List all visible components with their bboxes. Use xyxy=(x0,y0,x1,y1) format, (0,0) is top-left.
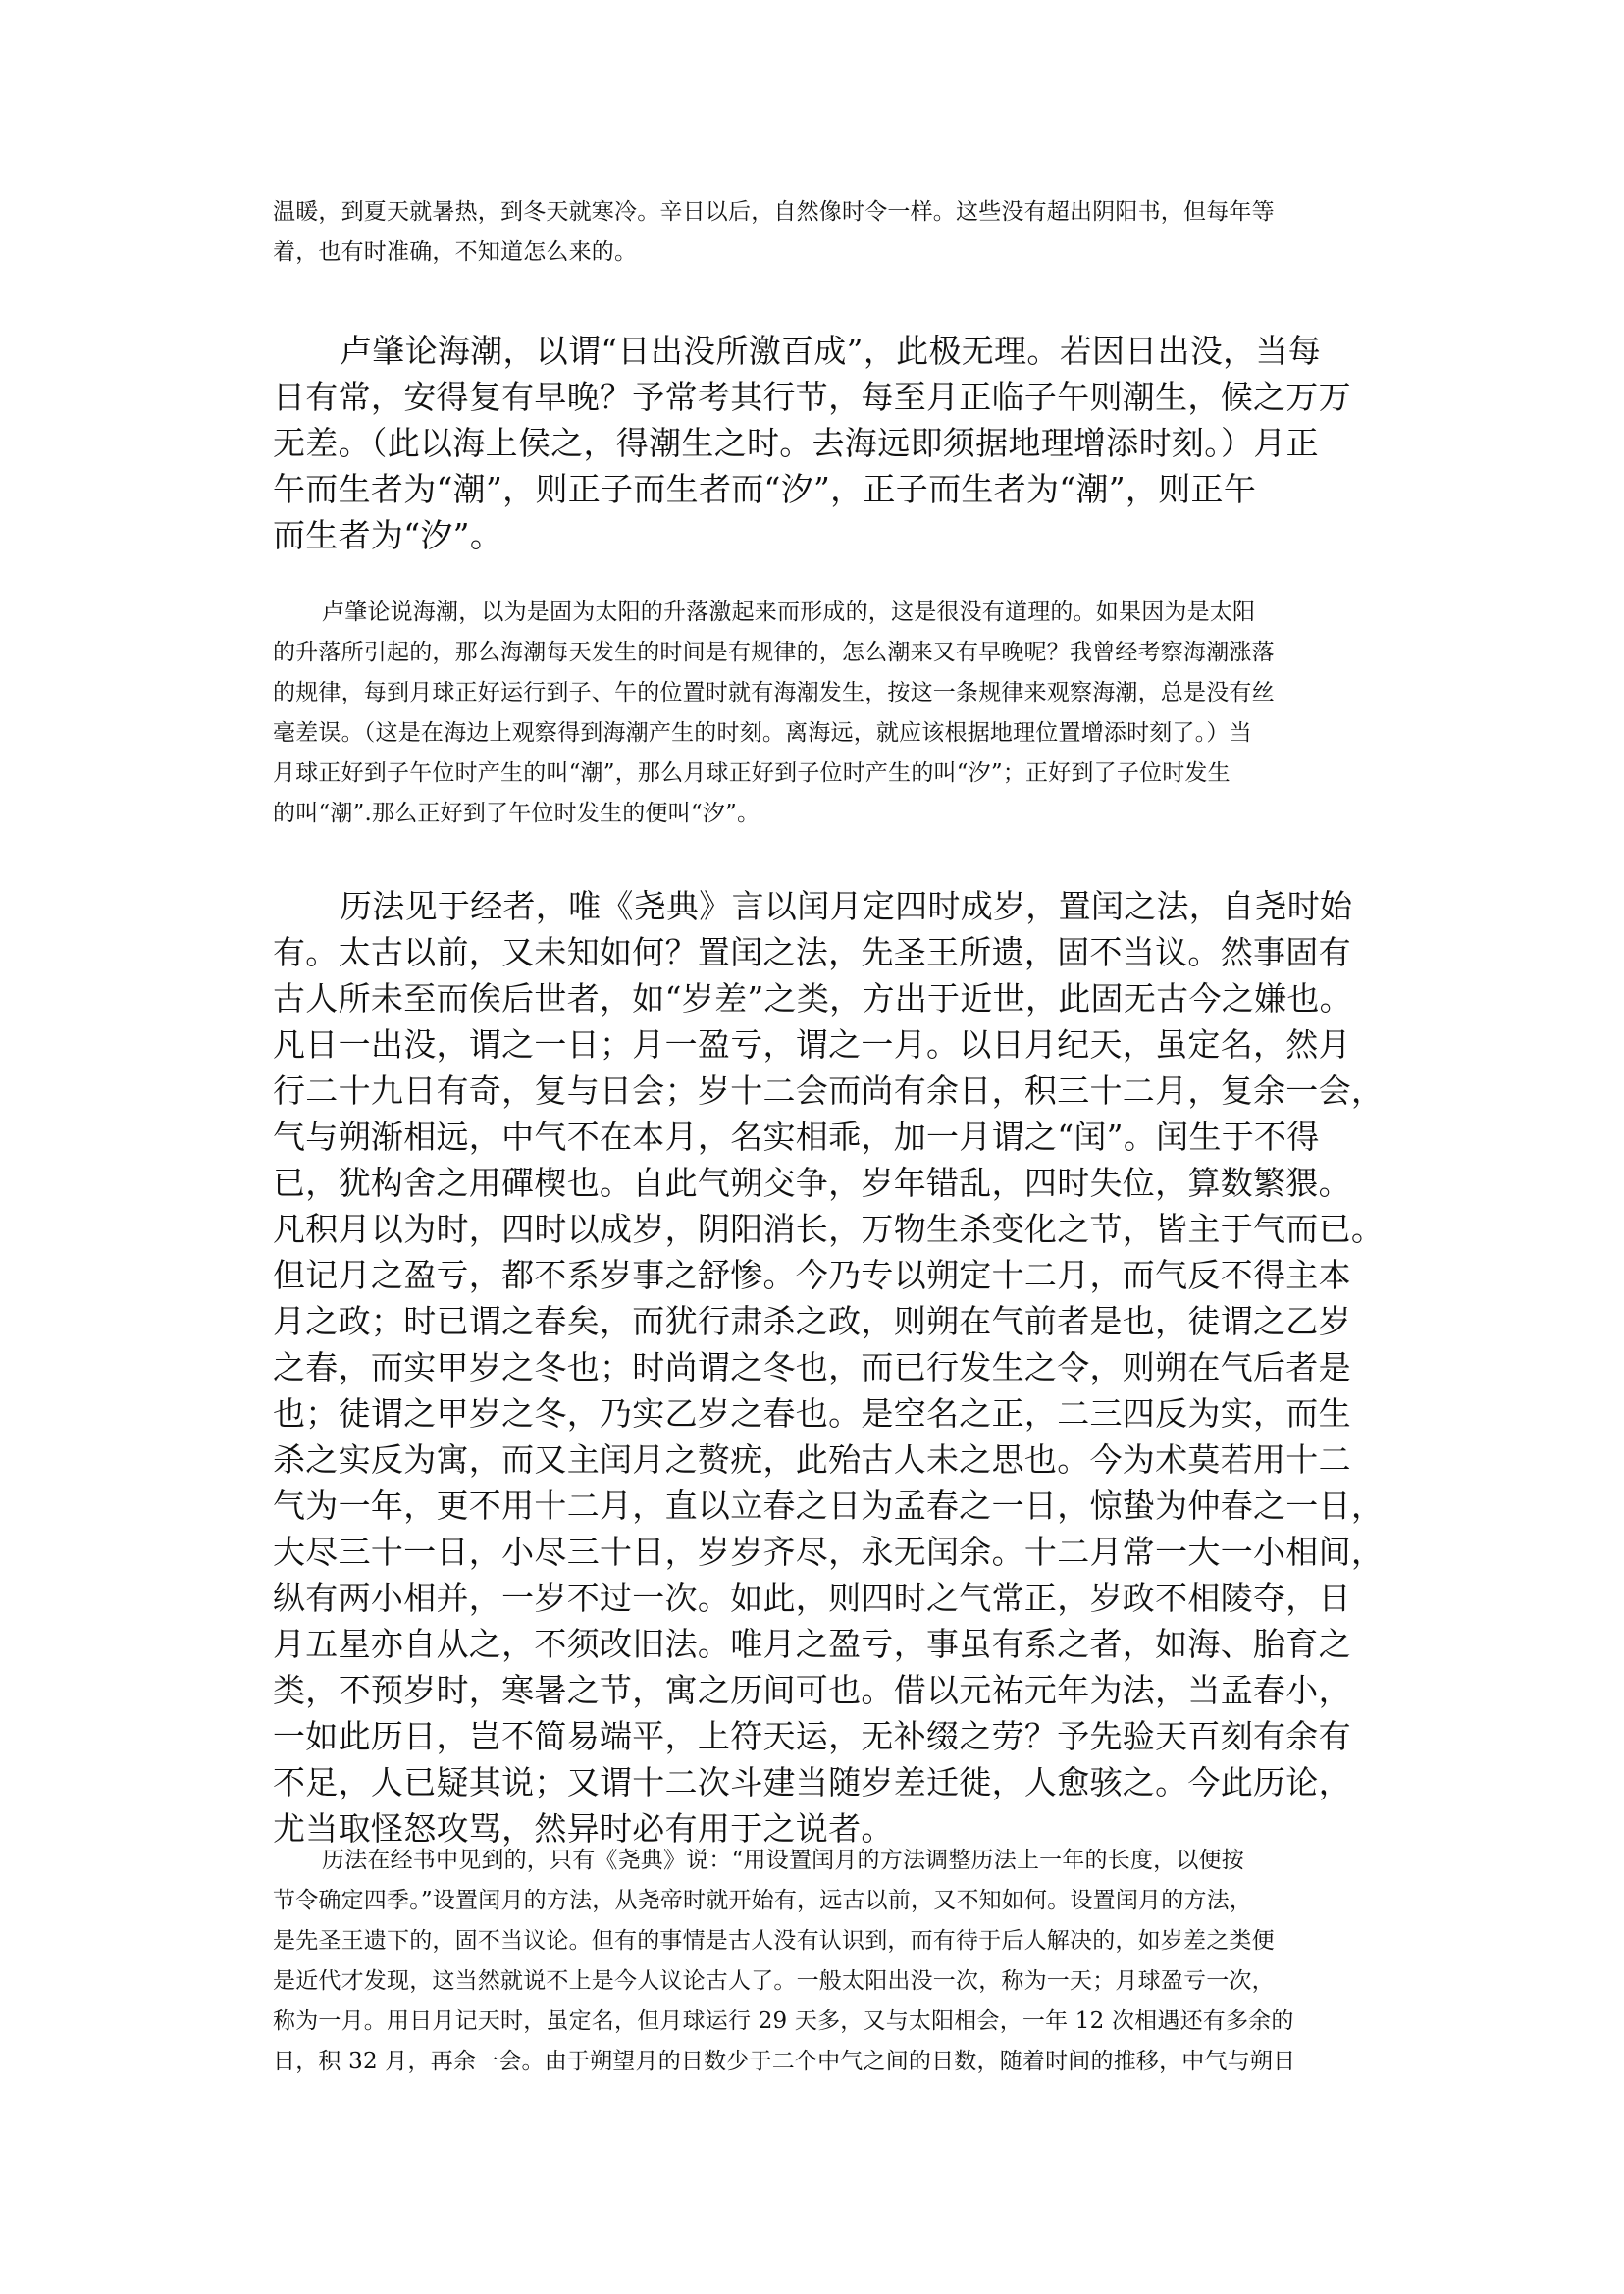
text-line: 有。太古以前，又未知如何？置闰之法，先圣王所遗，固不当议。然事固有 xyxy=(273,933,1351,971)
classical-paragraph-tides xyxy=(273,328,1387,558)
text-line: 卢肇论说海潮，以为是固为太阳的升落激起来而形成的，这是很没有道理的。如果因为是太阳 xyxy=(322,600,1256,625)
text-line: 的升落所引起的，那么海潮每天发生的时间是有规律的，怎么潮来又有早晚呢？我曾经考察海潮涨落 xyxy=(273,640,1275,665)
text-line: 凡日一出没，谓之一日；月一盈亏，谓之一月。以日月纪天，虽定名，然月 xyxy=(273,1025,1351,1064)
text-line: 月五星亦自从之，不须改旧法。唯月之盈亏，事虽有系之者，如海、胎育之 xyxy=(273,1625,1351,1663)
text-line: 的叫“潮”.那么正好到了午位时发生的便叫“汐”。 xyxy=(273,801,760,826)
text-line: 大尽三十一日，小尽三十日，岁岁齐尽，永无闰余。十二月常一大一小相间， xyxy=(273,1533,1385,1571)
text-line: 气与朔渐相远，中气不在本月，名实相乖，加一月谓之“闰”。闰生于不得 xyxy=(273,1118,1320,1156)
translation-paragraph-calendar xyxy=(273,1841,1387,2082)
text-line: 之春，而实甲岁之冬也；时尚谓之冬也，而已行发生之令，则朔在气后者是 xyxy=(273,1348,1351,1386)
text-line: 午而生者为“潮”，则正子而生者而“汐”，正子而生者为“潮”，则正午 xyxy=(273,470,1257,508)
text-line: 古人所未至而俟后世者，如“岁差”之类，方出于近世，此固无古今之嫌也。 xyxy=(273,979,1352,1017)
text-line: 但记月之盈亏，都不系岁事之舒惨。今乃专以朔定十二月，而气反不得主本 xyxy=(273,1256,1351,1294)
translation-paragraph-1 xyxy=(273,192,1387,273)
text-line: 不足，人已疑其说；又谓十二次斗建当随岁差迁徙，人愈骇之。今此历论， xyxy=(273,1763,1351,1801)
text-line: 凡积月以为时，四时以成岁，阴阳消长，万物生杀变化之节，皆主于气而已。 xyxy=(273,1210,1385,1248)
text-line: 杀之实反为寓，而又主闰月之赘疣，此殆古人未之思也。今为术莫若用十二 xyxy=(273,1440,1351,1479)
text-line: 气为一年，更不用十二月，直以立春之日为孟春之一日，惊蛰为仲春之一日， xyxy=(273,1486,1385,1525)
text-line: 尤当取怪怒攻骂，然异时必有用于之说者。 xyxy=(273,1809,894,1848)
text-line: 也；徒谓之甲岁之冬，乃实乙岁之春也。是空名之正，二三四反为实，而生 xyxy=(273,1394,1351,1433)
classical-paragraph-calendar xyxy=(273,883,1387,1851)
text-line: 是近代才发现，这当然就说不上是今人议论古人了。一般太阳出没一次，称为一天；月球盈亏一次， xyxy=(273,1968,1275,1994)
text-line: 纵有两小相并，一岁不过一次。如此，则四时之气常正，岁政不相陵夺，日 xyxy=(273,1579,1351,1617)
text-line: 日有常，安得复有早晚？予常考其行节，每至月正临子午则潮生，候之万万 xyxy=(273,378,1351,416)
text-line: 行二十九日有奇，复与日会；岁十二会而尚有余日，积三十二月，复余一会， xyxy=(273,1071,1385,1110)
text-line: 月球正好到子午位时产生的叫“潮”，那么月球正好到子位时产生的叫“汐”；正好到了子位时发生 xyxy=(273,760,1231,786)
text-line: 卢肇论海潮，以谓“日出没所激百成”，此极无理。若因日出没，当每 xyxy=(340,332,1322,370)
text-line: 历法在经书中见到的，只有《尧典》说：“用设置闰月的方法调整历法上一年的长度，以便按 xyxy=(322,1848,1244,1873)
text-line: 日，积 32 月，再余一会。由于朔望月的日数少于二个中气之间的日数，随着时间的推移，中气与朔日 xyxy=(273,2049,1296,2074)
text-line: 已，犹构舍之用磾楔也。自此气朔交争，岁年错乱，四时失位，算数繁猥。 xyxy=(273,1164,1351,1202)
text-line: 无差。（此以海上侯之，得潮生之时。去海远即须据地理增添时刻。）月正 xyxy=(273,424,1319,462)
translation-paragraph-tides xyxy=(273,593,1387,834)
text-line: 而生者为“汐”。 xyxy=(273,516,503,554)
text-line: 毫差误。（这是在海边上观察得到海潮产生的时刻。离海远，就应该根据地理位置增添时刻了。）当 xyxy=(273,720,1252,746)
text-line: 的规律，每到月球正好运行到子、午的位置时就有海潮发生，按这一条规律来观察海潮，总是没有丝 xyxy=(273,680,1275,705)
text-line: 称为一月。用日月记天时，虽定名，但月球运行 29 天多，又与太阳相会，一年 12 次相遇还有多余的 xyxy=(273,2008,1294,2034)
text-line: 是先圣王遗下的，固不当议论。但有的事情是古人没有认识到，而有待于后人解决的，如岁差之类便 xyxy=(273,1928,1275,1954)
text-line: 一如此历日，岂不简易端平，上符天运，无补缀之劳？予先验天百刻有余有 xyxy=(273,1717,1351,1755)
text-line: 着，也有时准确，不知道怎么来的。 xyxy=(273,239,638,265)
text-line: 月之政；时已谓之春矣，而犹行肃杀之政，则朔在气前者是也，徒谓之乙岁 xyxy=(273,1302,1351,1340)
text-line: 温暖，到夏天就暑热，到冬天就寒冷。辛日以后，自然像时令一样。这些没有超出阴阳书，但每年等 xyxy=(273,199,1275,225)
text-line: 节令确定四季。”设置闰月的方法，从尧帝时就开始有，远古以前，又不知如何。设置闰月的方法， xyxy=(273,1888,1253,1913)
text-line: 类，不预岁时，寒暑之节，寓之历间可也。借以元祐元年为法，当孟春小， xyxy=(273,1671,1351,1709)
text-line: 历法见于经者，唯《尧典》言以闰月定四时成岁，置闰之法，自尧时始 xyxy=(340,887,1353,925)
